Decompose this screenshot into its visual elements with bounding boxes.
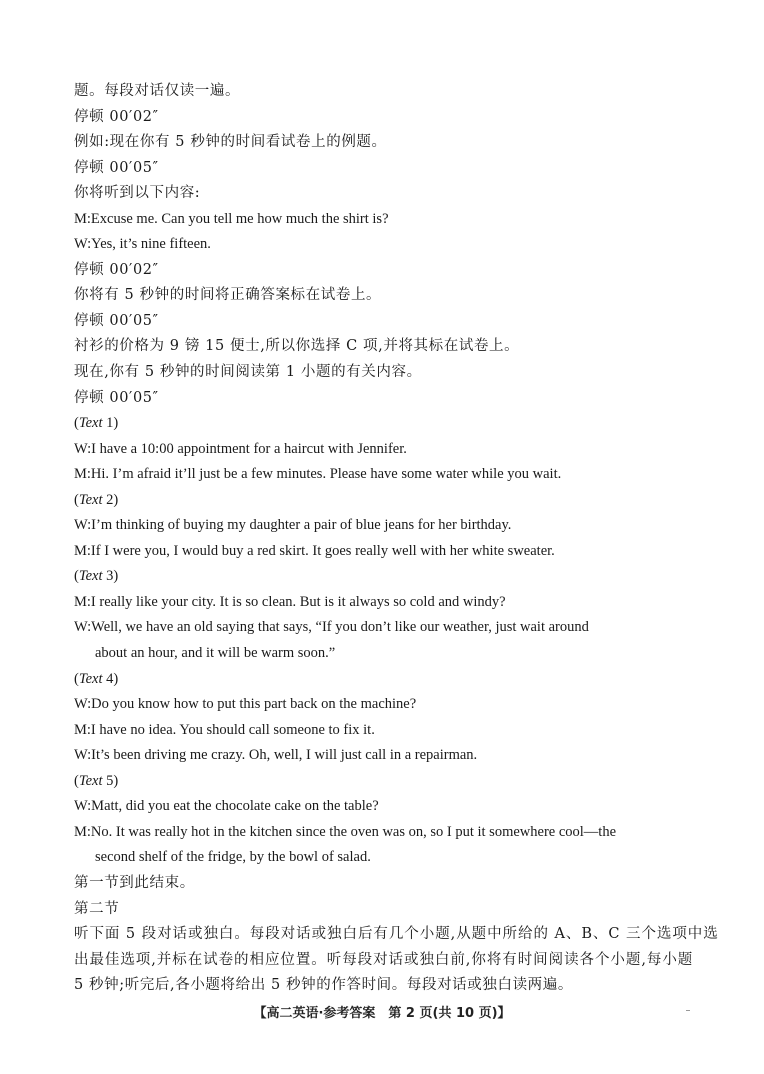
text-label-word: Text	[78, 415, 103, 432]
instruction-line: 停顿 00′05″	[74, 159, 159, 176]
dialogue-line: W:Well, we have an old saying that says, “If you don’t like our weather, just wait around	[74, 619, 589, 636]
instruction-line: 你将有 5 秒钟的时间将正确答案标在试卷上。	[74, 287, 382, 304]
text-label-number: 2)	[102, 491, 119, 508]
text-section-label	[74, 769, 696, 795]
dialogue-line: M:I have no idea. You should call someone to fix it.	[74, 721, 375, 738]
footer-mark	[686, 1010, 690, 1011]
dialogue-line: M:I really like your city. It is so clean. But is it always so cold and windy?	[74, 593, 506, 610]
dialogue-line: W:Matt, did you eat the chocolate cake on the table?	[74, 798, 379, 815]
dialogue-line: W:Yes, it’s nine fifteen.	[74, 236, 211, 253]
text-section-label	[74, 488, 696, 514]
instruction-line: 停顿 00′02″	[74, 108, 159, 125]
instruction-line: 第一节到此结束。	[74, 874, 195, 891]
instruction-line: 5 秒钟;听完后,各小题将给出 5 秒钟的作答时间。每段对话或独白读两遍。	[74, 977, 573, 994]
instruction-line: 第二节	[74, 900, 120, 917]
dialogue-line: W:I’m thinking of buying my daughter a pair of blue jeans for her birthday.	[74, 517, 512, 534]
instruction-line: 例如:现在你有 5 秒钟的时间看试卷上的例题。	[74, 134, 387, 151]
dialogue-line: W:It’s been driving me crazy. Oh, well, I will just call in a repairman.	[74, 747, 478, 764]
text-section-label	[74, 411, 696, 437]
dialogue-line: M:If I were you, I would buy a red skirt. It goes really well with her white sweater.	[74, 542, 555, 559]
text-label-word: Text	[78, 670, 103, 687]
instruction-line: 停顿 00′02″	[74, 261, 159, 278]
text-label-word: Text	[78, 568, 103, 585]
listening-transcript	[74, 79, 719, 999]
dialogue-line: W:I have a 10:00 appointment for a haircut with Jennifer.	[74, 440, 407, 457]
text-label-word: Text	[78, 491, 103, 508]
instruction-line: 停顿 00′05″	[74, 312, 159, 329]
text-label-paren: (	[74, 772, 79, 789]
text-label-number: 3)	[102, 568, 119, 585]
text-label-word: Text	[78, 772, 103, 789]
instruction-line: 你将听到以下内容:	[74, 185, 201, 202]
dialogue-line: M:Excuse me. Can you tell me how much the shirt is?	[74, 210, 389, 227]
text-label-number: 1)	[102, 415, 119, 432]
text-label-paren: (	[74, 568, 79, 585]
text-label-number: 5)	[102, 772, 119, 789]
instruction-line: 衬衫的价格为 9 镑 15 便士,所以你选择 C 项,并将其标在试卷上。	[74, 338, 520, 355]
instruction-line: 出最佳选项,并标在试卷的相应位置。听每段对话或独白前,你将有时间阅读各个小题,每小题	[74, 951, 694, 968]
instruction-line: 听下面 5 段对话或独白。每段对话或独白后有几个小题,从题中所给的 A、B、C 三个选项中选	[74, 926, 719, 943]
instruction-line: 题。每段对话仅读一遍。	[74, 83, 241, 99]
instruction-line: 现在,你有 5 秒钟的时间阅读第 1 小题的有关内容。	[74, 364, 422, 381]
instruction-line: 停顿 00′05″	[74, 389, 159, 406]
dialogue-line: W:Do you know how to put this part back on the machine?	[74, 696, 417, 713]
text-label-paren: (	[74, 415, 79, 432]
text-label-paren: (	[74, 491, 79, 508]
text-label-paren: (	[74, 670, 79, 687]
text-section-label	[74, 667, 696, 693]
dialogue-line: M:No. It was really hot in the kitchen since the oven was on, so I put it somewhere cool—the	[74, 823, 617, 840]
text-section-label	[74, 564, 696, 590]
dialogue-line-continued: about an hour, and it will be warm soon.”	[95, 645, 336, 662]
dialogue-line: M:Hi. I’m afraid it’ll just be a few minutes. Please have some water while you wait.	[74, 466, 562, 483]
page-footer: 【高二英语·参考答案 第 2 页(共 10 页)】	[253, 1006, 511, 1021]
text-label-number: 4)	[102, 670, 119, 687]
dialogue-line-continued: second shelf of the fridge, by the bowl of salad.	[95, 849, 371, 866]
